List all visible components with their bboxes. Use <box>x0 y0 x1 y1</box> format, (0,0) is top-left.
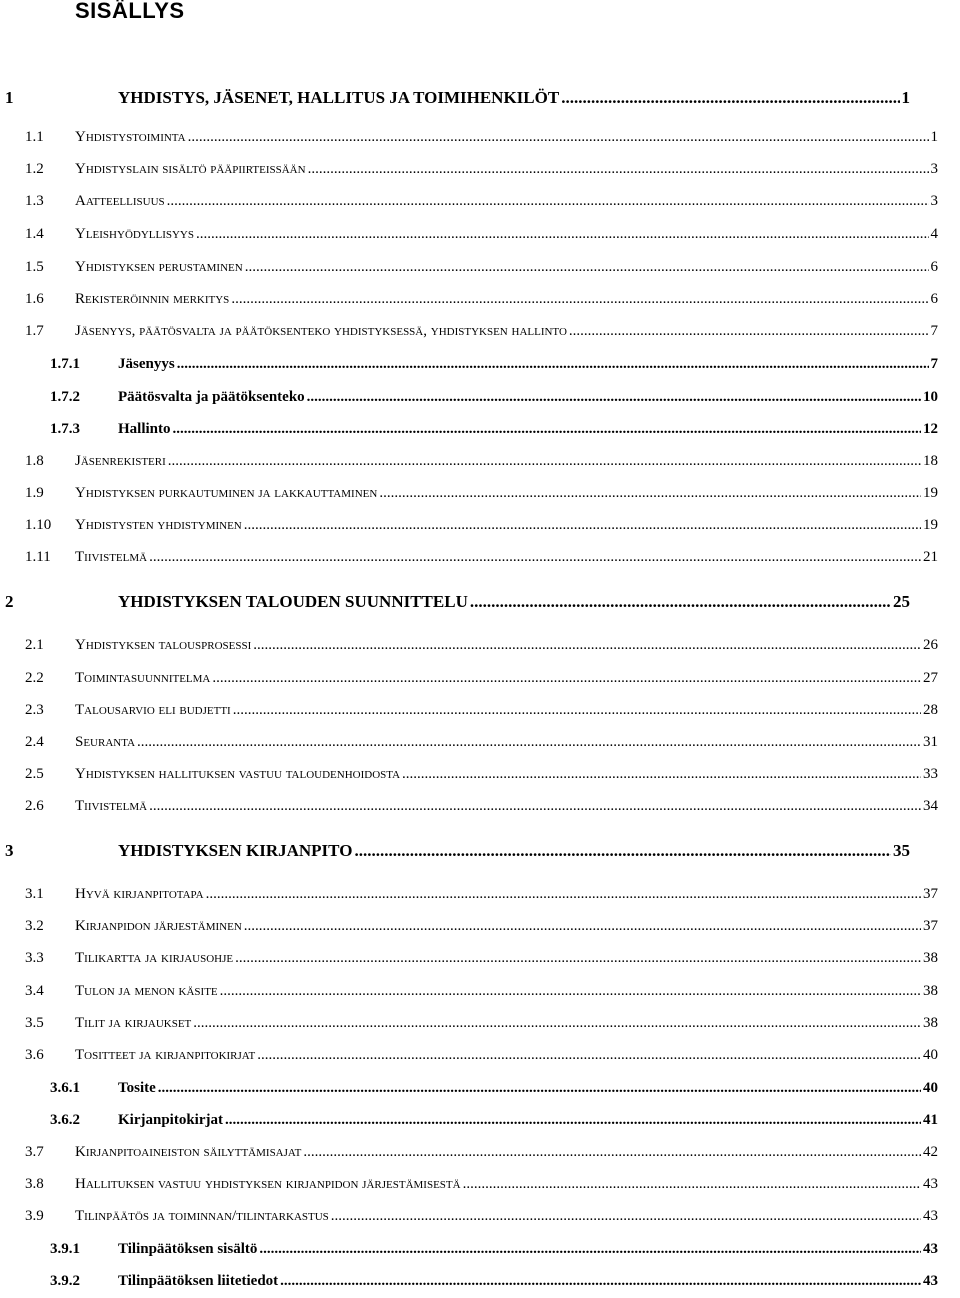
toc-entry-number: 2.1 <box>25 637 44 653</box>
toc-entry[interactable] <box>0 291 960 315</box>
toc-entry-page: 7 <box>930 323 938 339</box>
dot-leader <box>235 950 921 967</box>
toc-entry-title: Tositteet ja kirjanpitokirjat <box>75 1047 256 1063</box>
toc-entry[interactable] <box>0 918 960 942</box>
toc-entry[interactable] <box>0 453 960 477</box>
dot-leader <box>245 259 929 276</box>
toc-entry-title: Tilikartta ja kirjausohje <box>75 950 234 966</box>
toc-entry-title: Aatteellisuus <box>75 193 165 209</box>
toc-entry-number: 2.2 <box>25 670 44 686</box>
toc-entry-body <box>75 886 938 903</box>
toc-entry-title: Tilit ja kirjaukset <box>75 1015 192 1031</box>
toc-entry[interactable] <box>0 1047 960 1071</box>
toc-entry-number: 3.7 <box>25 1144 44 1160</box>
toc-entry[interactable] <box>0 323 960 347</box>
toc-entry-page: 40 <box>923 1047 938 1063</box>
dot-leader <box>193 1015 921 1032</box>
toc-entry-number: 1.3 <box>25 193 44 209</box>
toc-entry-title: Yhdistyksen talousprosessi <box>75 637 252 653</box>
dot-leader <box>561 88 899 108</box>
toc-entry-body <box>75 129 938 146</box>
dot-leader <box>212 670 921 687</box>
toc-entry-page: 33 <box>923 766 938 782</box>
toc-entry-page: 4 <box>930 226 938 242</box>
dot-leader <box>253 637 921 654</box>
toc-entry-number: 3.6.2 <box>50 1112 80 1128</box>
toc-entry-page: 43 <box>923 1273 938 1289</box>
toc-entry-title: Tosite <box>118 1080 156 1096</box>
dot-leader <box>280 1273 921 1290</box>
toc-entry[interactable] <box>0 841 960 865</box>
toc-entry-title: Tiivistelmä <box>75 798 148 814</box>
toc-entry[interactable] <box>0 226 960 250</box>
toc-entry-title: Tilinpäätöksen liitetiedot <box>118 1273 279 1289</box>
toc-entry[interactable] <box>0 1080 960 1104</box>
toc-entry[interactable] <box>0 1176 960 1200</box>
dot-leader <box>354 841 891 861</box>
toc-entry-page: 31 <box>923 734 938 750</box>
toc-entry-title: Yhdistysten yhdistyminen <box>75 517 242 533</box>
toc-entry-number: 3.8 <box>25 1176 44 1192</box>
toc-entry-title: Kirjanpidon järjestäminen <box>75 918 242 934</box>
toc-entry-body <box>75 950 938 967</box>
toc-entry-number: 2.3 <box>25 702 44 718</box>
toc-entry-body <box>75 766 938 783</box>
dot-leader <box>569 323 929 340</box>
toc-entry-body <box>75 453 938 470</box>
toc-entry-body <box>118 1112 938 1129</box>
toc-entry[interactable] <box>0 592 960 616</box>
toc-entry-page: 43 <box>923 1176 938 1192</box>
toc-entry-page: 7 <box>930 356 938 372</box>
toc-entry-number: 3.4 <box>25 983 44 999</box>
toc-entry-number: 1.6 <box>25 291 44 307</box>
dot-leader <box>303 1144 921 1161</box>
toc-entry[interactable] <box>0 193 960 217</box>
toc-entry-body <box>75 702 938 719</box>
toc-entry-number: 1.7.3 <box>50 421 80 437</box>
toc-entry-number: 2.5 <box>25 766 44 782</box>
toc-entry-number: 3.5 <box>25 1015 44 1031</box>
toc-entry-body <box>75 1208 938 1225</box>
dot-leader <box>233 702 921 719</box>
toc-entry-page: 12 <box>923 421 938 437</box>
toc-entry[interactable] <box>0 259 960 283</box>
dot-leader <box>149 549 921 566</box>
toc-entry-title: Tulon ja menon käsite <box>75 983 218 999</box>
toc-entry-page: 38 <box>923 983 938 999</box>
page-title: SISÄLLYS <box>75 0 185 23</box>
toc-entry[interactable] <box>0 549 960 573</box>
toc-entry[interactable] <box>0 421 960 445</box>
toc-entry[interactable] <box>0 798 960 822</box>
toc-entry[interactable] <box>0 1112 960 1136</box>
toc-entry[interactable] <box>0 766 960 790</box>
toc-entry-title: Hallituksen vastuu yhdistyksen kirjanpidon järjestämisestä <box>75 1176 461 1192</box>
toc-entry-title: Hallinto <box>118 421 171 437</box>
toc-entry-title: Päätösvalta ja päätöksenteko <box>118 389 305 405</box>
toc-entry-body <box>75 485 938 502</box>
toc-entry-title: Yhdistyksen purkautuminen ja lakkauttaminen <box>75 485 378 501</box>
toc-entry-title: Seuranta <box>75 734 136 750</box>
toc-entry-page: 1 <box>901 88 910 107</box>
toc-entry[interactable] <box>0 983 960 1007</box>
toc-entry-number: 1.4 <box>25 226 44 242</box>
toc-entry[interactable] <box>0 1208 960 1232</box>
dot-leader <box>149 798 921 815</box>
toc-entry-number: 3.6 <box>25 1047 44 1063</box>
toc-entry-number: 1.7.2 <box>50 389 80 405</box>
toc-entry-page: 42 <box>923 1144 938 1160</box>
toc-entry-title: Kirjanpitokirjat <box>118 1112 223 1128</box>
toc-entry-number: 3.6.1 <box>50 1080 80 1096</box>
toc-entry[interactable] <box>0 950 960 974</box>
toc-entry-number: 1.7.1 <box>50 356 80 372</box>
toc-entry-title: Jäsenyys <box>118 356 175 372</box>
toc-entry-page: 27 <box>923 670 938 686</box>
toc-entry-body <box>75 259 938 276</box>
toc-entry-page: 3 <box>930 161 938 177</box>
toc-entry-page: 25 <box>893 592 910 611</box>
toc-entry-body <box>75 1047 938 1064</box>
toc-entry-title: Tilinpäätöksen sisältö <box>118 1241 258 1257</box>
toc-entry-body <box>75 291 938 308</box>
dot-leader <box>137 734 921 751</box>
dot-leader <box>168 453 921 470</box>
toc-entry-page: 41 <box>923 1112 938 1128</box>
toc-entry-number: 1.1 <box>25 129 44 145</box>
dot-leader <box>331 1208 921 1225</box>
toc-entry-page: 21 <box>923 549 938 565</box>
toc-entry-number: 3.9 <box>25 1208 44 1224</box>
dot-leader <box>257 1047 921 1064</box>
toc-entry-body <box>75 670 938 687</box>
toc-entry-number: 1 <box>5 88 14 107</box>
dot-leader <box>220 983 921 1000</box>
dot-leader <box>177 356 929 373</box>
toc-entry-page: 19 <box>923 485 938 501</box>
toc-entry-page: 6 <box>930 259 938 275</box>
toc-entry-number: 1.5 <box>25 259 44 275</box>
toc-entry-title: Jäsenrekisteri <box>75 453 166 469</box>
toc-entry[interactable] <box>0 702 960 726</box>
toc-entry-number: 2 <box>5 592 14 611</box>
toc-entry-number: 3 <box>5 841 14 860</box>
toc-entry-page: 1 <box>930 129 938 145</box>
toc-entry-title: YHDISTYKSEN TALOUDEN SUUNNITTELU <box>118 592 468 611</box>
toc-entry-number: 3.3 <box>25 950 44 966</box>
toc-entry-number: 1.10 <box>25 517 52 533</box>
toc-entry-number: 2.6 <box>25 798 44 814</box>
toc-entry[interactable] <box>0 517 960 541</box>
toc-entry-page: 34 <box>923 798 938 814</box>
toc-entry[interactable] <box>0 1015 960 1039</box>
toc-entry[interactable] <box>0 734 960 758</box>
toc-entry[interactable] <box>0 670 960 694</box>
toc-entry-title: Yhdistystoiminta <box>75 129 186 145</box>
toc-entry[interactable] <box>0 129 960 153</box>
toc-entry[interactable] <box>0 485 960 509</box>
toc-entry-page: 35 <box>893 841 910 860</box>
toc-entry-body <box>75 1144 938 1161</box>
toc-entry-body <box>75 734 938 751</box>
toc-entry-title: Tiivistelmä <box>75 549 148 565</box>
toc-entry-number: 1.9 <box>25 485 44 501</box>
toc-entry-title: YHDISTYS, JÄSENET, HALLITUS JA TOIMIHENKILÖT <box>118 88 560 107</box>
dot-leader <box>244 918 921 935</box>
toc-entry-page: 18 <box>923 453 938 469</box>
toc-entry-title: Toimintasuunnitelma <box>75 670 211 686</box>
toc-entry-page: 37 <box>923 918 938 934</box>
dot-leader <box>158 1080 921 1097</box>
toc-entry-number: 1.8 <box>25 453 44 469</box>
toc-entry-body <box>118 389 938 406</box>
toc-entry-body <box>75 161 938 178</box>
dot-leader <box>231 291 928 308</box>
toc-entry-page: 26 <box>923 637 938 653</box>
toc-entry-title: Rekisteröinnin merkitys <box>75 291 230 307</box>
toc-entry-number: 3.1 <box>25 886 44 902</box>
toc-entry-body <box>75 226 938 243</box>
dot-leader <box>173 421 921 438</box>
toc-entry-body <box>75 637 938 654</box>
toc-entry-number: 3.9.1 <box>50 1241 80 1257</box>
toc-entry-body <box>75 918 938 935</box>
toc-entry-title: Kirjanpitoaineiston säilyttämisajat <box>75 1144 302 1160</box>
toc-entry-number: 2.4 <box>25 734 44 750</box>
toc-entry-page: 40 <box>923 1080 938 1096</box>
toc-entry-number: 3.9.2 <box>50 1273 80 1289</box>
toc-entry-page: 43 <box>923 1208 938 1224</box>
toc-entry-body <box>118 1241 938 1258</box>
toc-entry-title: Jäsenyys, päätösvalta ja päätöksenteko yhdistyksessä, yhdistyksen hallinto <box>75 323 567 339</box>
dot-leader <box>470 592 891 612</box>
dot-leader <box>307 389 921 406</box>
toc-entry-title: YHDISTYKSEN KIRJANPITO <box>118 841 353 860</box>
toc-entry[interactable] <box>0 356 960 380</box>
toc-entry-title: Tilinpäätös ja toiminnan/tilintarkastus <box>75 1208 329 1224</box>
toc-entry-body <box>118 1080 938 1097</box>
toc-entry-title: Yleishyödyllisyys <box>75 226 194 242</box>
toc-entry-body <box>118 356 938 373</box>
toc-entry-body <box>75 798 938 815</box>
dot-leader <box>167 193 929 210</box>
dot-leader <box>225 1112 921 1129</box>
toc-entry-body <box>75 1015 938 1032</box>
dot-leader <box>188 129 929 146</box>
toc-entry-title: Talousarvio eli budjetti <box>75 702 231 718</box>
toc-entry-body <box>118 592 910 612</box>
toc-entry[interactable] <box>0 161 960 185</box>
toc-entry-number: 1.7 <box>25 323 44 339</box>
toc-entry-number: 3.2 <box>25 918 44 934</box>
toc-entry-page: 19 <box>923 517 938 533</box>
dot-leader <box>206 886 921 903</box>
toc-entry-page: 38 <box>923 1015 938 1031</box>
toc-entry-number: 1.2 <box>25 161 44 177</box>
toc-entry-body <box>75 193 938 210</box>
toc-entry[interactable] <box>0 1144 960 1168</box>
toc-entry-body <box>75 549 938 566</box>
dot-leader <box>402 766 921 783</box>
dot-leader <box>308 161 929 178</box>
toc-entry-page: 6 <box>930 291 938 307</box>
toc-entry[interactable] <box>0 886 960 910</box>
toc-entry-page: 28 <box>923 702 938 718</box>
dot-leader <box>379 485 921 502</box>
toc-entry[interactable] <box>0 1241 960 1265</box>
toc-entry-title: Yhdistyksen hallituksen vastuu taloudenhoidosta <box>75 766 401 782</box>
toc-entry-body <box>75 517 938 534</box>
toc-entry-title: Hyvä kirjanpitotapa <box>75 886 204 902</box>
toc-entry-title: Yhdistyksen perustaminen <box>75 259 243 275</box>
dot-leader <box>463 1176 921 1193</box>
dot-leader <box>244 517 921 534</box>
toc-entry-body <box>118 841 910 861</box>
toc-entry-page: 38 <box>923 950 938 966</box>
toc-entry-title: Yhdistyslain sisältö pääpiirteissään <box>75 161 306 177</box>
toc-entry-body <box>118 88 910 108</box>
dot-leader <box>259 1241 921 1258</box>
dot-leader <box>196 226 929 243</box>
toc-entry-number: 1.11 <box>25 549 51 565</box>
toc-entry-body <box>118 421 938 438</box>
toc-entry-page: 37 <box>923 886 938 902</box>
toc-entry[interactable] <box>0 88 960 112</box>
toc-entry-page: 3 <box>930 193 938 209</box>
toc-entry-page: 43 <box>923 1241 938 1257</box>
toc-entry-body <box>75 323 938 340</box>
toc-entry[interactable] <box>0 389 960 413</box>
toc-entry-page: 10 <box>923 389 938 405</box>
toc-entry[interactable] <box>0 637 960 661</box>
toc-entry-body <box>75 983 938 1000</box>
toc-entry-body <box>118 1273 938 1290</box>
toc-entry[interactable] <box>0 1273 960 1297</box>
toc-entry-body <box>75 1176 938 1193</box>
